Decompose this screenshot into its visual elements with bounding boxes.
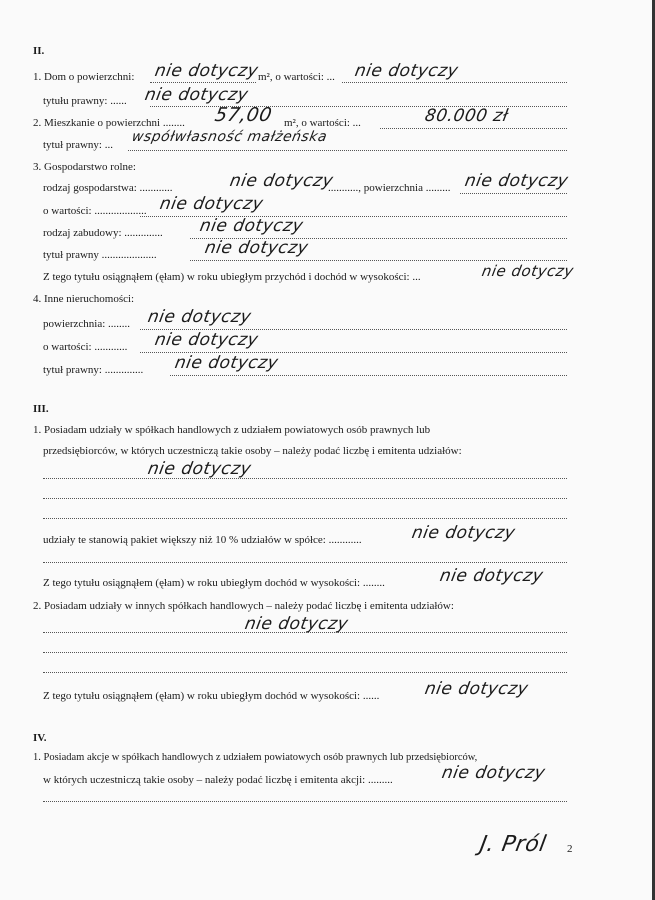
dotted-line xyxy=(43,632,567,633)
farm-value-label: o wartości: ................... xyxy=(43,205,147,217)
house-value-label: m², o wartości: ... xyxy=(258,71,335,83)
house-area-label: 1. Dom o powierzchni: xyxy=(33,71,135,83)
other-shares-income-label: Z tego tytułu osiągnąłem (ęłam) w roku ubiegłym dochód w wysokości: ...... xyxy=(43,690,380,702)
dotted-line xyxy=(190,260,567,261)
farm-area-label: ..........., powierzchnia ......... xyxy=(328,182,451,194)
flat-area-answer: 57,00 xyxy=(213,104,274,126)
farm-income-answer: nie dotyczy xyxy=(480,262,576,280)
other-shares-income-answer: nie dotyczy xyxy=(423,679,530,699)
dotted-line xyxy=(460,193,567,194)
farm-heading: 3. Gospodarstwo rolne: xyxy=(33,161,136,173)
stocks-answer: nie dotyczy xyxy=(440,763,547,783)
dotted-line xyxy=(150,82,256,83)
stake-answer: nie dotyczy xyxy=(410,523,517,543)
house-area-answer: nie dotyczy xyxy=(153,61,260,81)
stake-label: udziały te stanowią pakiet większy niż 10 % udziałów w spółce: ............ xyxy=(43,534,362,546)
shares-income-answer: nie dotyczy xyxy=(438,566,545,586)
farm-type-label: rodzaj gospodarstwa: ............ xyxy=(43,182,173,194)
other-title-answer: nie dotyczy xyxy=(173,353,280,373)
shares-line-2: przedsiębiorców, w których uczestniczą takie osoby – należy podać liczbę i emitenta udziałów: xyxy=(43,445,462,457)
other-value-label: o wartości: ............ xyxy=(43,341,128,353)
other-area-answer: nie dotyczy xyxy=(146,307,253,327)
dotted-line xyxy=(43,801,567,802)
farm-title-label: tytuł prawny .................... xyxy=(43,249,157,261)
shares-income-label: Z tego tytułu osiągnąłem (ęłam) w roku ubiegłym dochód w wysokości: ........ xyxy=(43,577,385,589)
stocks-line-1: 1. Posiadam akcje w spółkach handlowych z udziałem powiatowych osób prawnych lub przedsiębiorców, xyxy=(33,752,478,763)
dotted-line xyxy=(43,672,567,673)
stocks-line-2: w których uczestniczą takie osoby – należy podać liczbę i emitenta akcji: ......... xyxy=(43,774,393,786)
farm-income-label: Z tego tytułu osiągnąłem (ęłam) w roku ubiegłym przychód i dochód w wysokości: ... xyxy=(43,271,421,283)
flat-title-answer: współwłasność małżeńska xyxy=(130,129,329,145)
section-2-heading: II. xyxy=(33,45,45,57)
dotted-line xyxy=(170,375,567,376)
house-title-answer: nie dotyczy xyxy=(143,85,250,105)
farm-building-label: rodzaj zabudowy: .............. xyxy=(43,227,163,239)
dotted-line xyxy=(43,518,567,519)
house-value-answer: nie dotyczy xyxy=(353,61,460,81)
farm-building-answer: nie dotyczy xyxy=(198,216,305,236)
other-shares-line: 2. Posiadam udziały w innych spółkach handlowych – należy podać liczbę i emitenta udziałów: xyxy=(33,600,454,612)
farm-title-answer: nie dotyczy xyxy=(203,238,310,258)
dotted-line xyxy=(43,562,567,563)
shares-line-1: 1. Posiadam udziały w spółkach handlowych z udziałem powiatowych osób prawnych lub xyxy=(33,424,431,436)
other-value-answer: nie dotyczy xyxy=(153,330,260,350)
dotted-line xyxy=(128,150,567,151)
dotted-line xyxy=(380,128,567,129)
flat-value-label: m², o wartości: ... xyxy=(284,117,361,129)
flat-title-label: tytuł prawny: ... xyxy=(43,139,113,151)
farm-value-answer: nie dotyczy xyxy=(158,194,265,214)
house-title-label: tytułu prawny: ...... xyxy=(43,95,127,107)
flat-area-label: 2. Mieszkanie o powierzchni ........ xyxy=(33,117,185,129)
other-property-heading: 4. Inne nieruchomości: xyxy=(33,293,135,305)
dotted-line xyxy=(43,498,567,499)
page-number: 2 xyxy=(567,843,573,855)
farm-type-answer: nie dotyczy xyxy=(228,171,335,191)
flat-value-answer: 80.000 zł xyxy=(423,106,510,126)
dotted-line xyxy=(43,478,567,479)
section-3-heading: III. xyxy=(33,403,49,415)
farm-area-answer: nie dotyczy xyxy=(463,171,570,191)
other-title-label: tytuł prawny: .............. xyxy=(43,364,144,376)
shares-answer: nie dotyczy xyxy=(146,459,253,479)
section-4-heading: IV. xyxy=(33,732,47,744)
dotted-line xyxy=(43,652,567,653)
dotted-line xyxy=(342,82,567,83)
other-shares-answer: nie dotyczy xyxy=(243,614,350,634)
other-area-label: powierzchnia: ........ xyxy=(43,318,131,330)
signature-initials: J. Pról xyxy=(477,832,549,857)
